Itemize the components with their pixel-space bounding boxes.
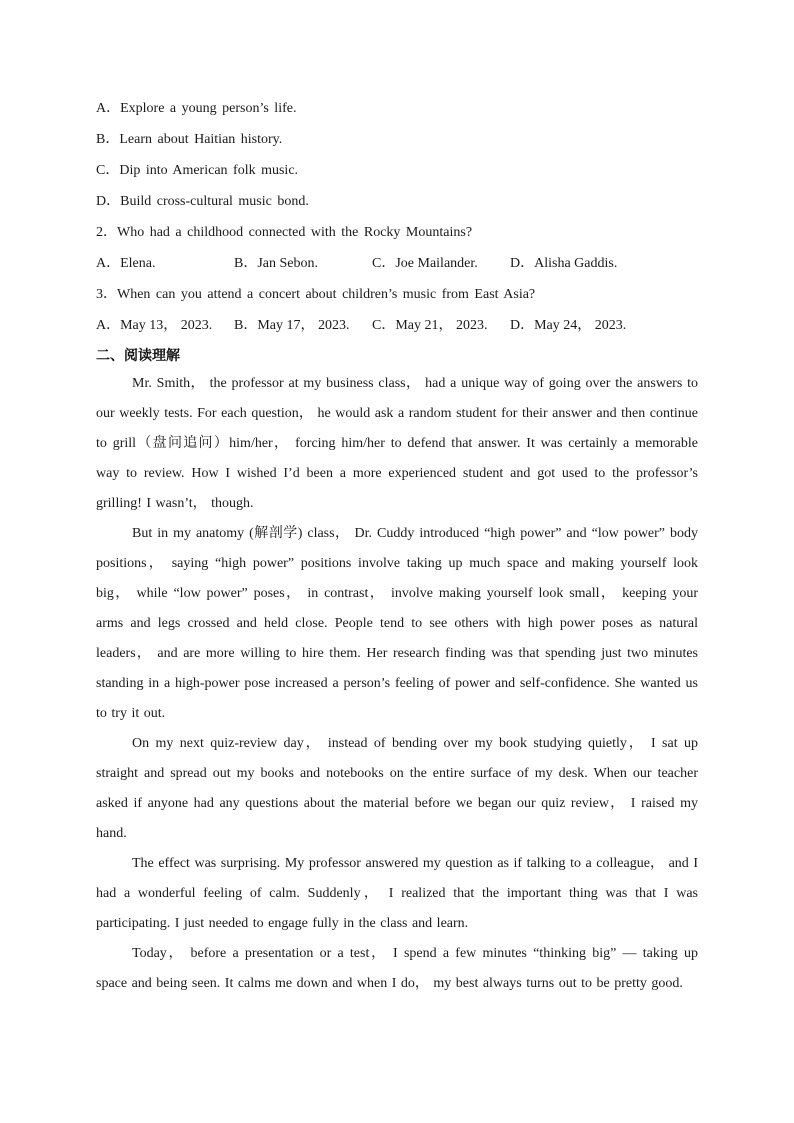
passage-paragraph: Mr. Smith， the professor at my business class， had a unique way of going over the answers to our weekly tests. For each question， he would ask a random student for their answer and then continue to grill（盘问追问）him/her， forcing him/her to defend that answer. It was certainly a memorable way to review. How I wished I’d been a more experienced student and got used to the professor’s grilling! I wasn’t， though. [96,376,698,511]
passage-paragraph: But in my anatomy (解剖学) class， Dr. Cuddy introduced “high power” and “low power” body positions， saying “high power” positions involve taking up much space and making yourself look big， while “low power” poses， in contrast， involve making yourself look small， keeping your arms and legs crossed and held close. People tend to see others with high power poses as natural leaders， and are more willing to hire them. Her research finding was that spending just two minutes standing in a high-power pose increased a person’s feeling of power and self-confidence. She wanted us to try it out. [96,526,698,721]
option-a: A．Elena. [96,256,156,271]
question-3-options [96,310,698,341]
option-d: D．May 24， 2023. [510,318,627,333]
section-title: 二、阅读理解 [96,348,180,364]
option-a: A．May 13， 2023. [96,318,213,333]
question-1-options [96,93,698,217]
question-2-options [96,248,698,279]
option-b: B．Jan Sebon. [234,256,318,271]
option-d: D．Build cross-cultural music bond. [96,194,309,209]
option-c: C．May 21， 2023. [372,318,488,333]
reading-passage [96,369,698,999]
document-page [96,93,698,999]
option-b: B．May 17， 2023. [234,318,350,333]
option-b: B．Learn about Haitian history. [96,132,283,147]
option-c: C．Dip into American folk music. [96,163,299,178]
option-c: C．Joe Mailander. [372,256,478,271]
question-3-stem: 3．When can you attend a concert about children’s music from East Asia? [96,287,536,302]
passage-paragraph: On my next quiz-review day， instead of bending over my book studying quietly， I sat up straight and spread out my books and notebooks on the entire surface of my desk. When our teacher asked if anyone had any questions about the material before we began our quiz review， I raised my hand. [96,736,698,841]
passage-paragraph: Today， before a presentation or a test， I spend a few minutes “thinking big” — taking up space and being seen. It calms me down and when I do， my best always turns out to be pretty good. [96,946,698,991]
passage-paragraph: The effect was surprising. My professor answered my question as if talking to a colleague， and I had a wonderful feeling of calm. Suddenly， I realized that the important thing was that I was participating. I just needed to engage fully in the class and learn. [96,856,698,931]
option-a: A．Explore a young person’s life. [96,101,297,116]
question-2-stem: 2．Who had a childhood connected with the Rocky Mountains? [96,225,473,240]
option-d: D．Alisha Gaddis. [510,256,618,271]
